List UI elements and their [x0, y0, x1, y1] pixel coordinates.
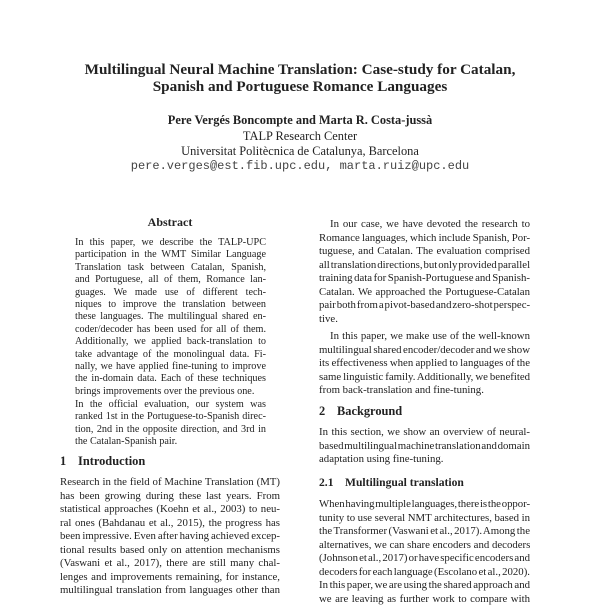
- text-line: adaptation using fine-tuning.: [319, 453, 530, 467]
- text-line: alternatives, we can share encoders and decoders: [319, 539, 530, 553]
- text-line: these languages. The multilingual shared en-: [75, 311, 266, 323]
- text-line: the in-domain data. Each of these techniques: [75, 373, 266, 385]
- section-heading-introduction: [60, 453, 145, 469]
- text-line: In this paper, we make use of the well-known: [319, 330, 530, 344]
- text-line: Catalan. We approached the Portuguese-Catalan: [319, 286, 530, 300]
- text-line: In this paper, we are using the shared approach and: [319, 579, 530, 593]
- text-line: the Transformer (Vaswani et al., 2017). Among the: [319, 525, 530, 539]
- text-line: guages. We made use of different tech-: [75, 287, 266, 299]
- text-line: brings improvements over the previous one.: [75, 386, 266, 398]
- text-line: training data for Spanish-Portuguese and Spanish-: [319, 272, 530, 286]
- text-line: Romance languages, which include Spanish, Por-: [319, 232, 530, 246]
- background-p1: [319, 426, 530, 467]
- text-line: tuguese, and Catalan. The evaluation comprised: [319, 245, 530, 259]
- right-p1: [319, 218, 530, 326]
- author-names: Pere Vergés Boncompte and Marta R. Costa-jussà: [0, 113, 600, 128]
- right-p2: [319, 330, 530, 398]
- abstract-p1: [75, 237, 266, 398]
- text-line: we are leaving as further work to compare with: [319, 593, 530, 606]
- author-emails: pere.verges@est.fib.upc.edu, marta.ruiz@upc.edu: [0, 159, 600, 173]
- text-line: based multilingual machine translation and domain: [319, 440, 530, 454]
- text-line: tunity to use several NMT architectures, based in: [319, 512, 530, 526]
- section-number: 2.1: [319, 475, 345, 491]
- text-line: tive.: [319, 313, 530, 327]
- text-line: participation in the WMT Similar Language: [75, 249, 266, 261]
- text-line: Additionally, we applied back-translation to: [75, 336, 266, 348]
- text-line: (Johnson et al., 2017) or have specific encoders and: [319, 552, 530, 566]
- section-title: Introduction: [78, 454, 145, 468]
- text-line: (Vaswani et al., 2017), there are still many chal-: [60, 557, 280, 571]
- text-line: been impressive. Even after having achieved excep-: [60, 530, 280, 544]
- section-number: 1: [60, 453, 78, 469]
- text-line: multilingual translation from languages other than: [60, 584, 280, 598]
- affiliation-center: TALP Research Center: [0, 129, 600, 144]
- section-title: Multilingual translation: [345, 476, 464, 489]
- paper-title-line-1: Multilingual Neural Machine Translation: Case-study for Catalan,: [0, 61, 600, 79]
- text-line: Research in the field of Machine Translation (MT): [60, 476, 280, 490]
- abstract-heading: Abstract: [0, 214, 340, 230]
- intro-p1: [60, 476, 280, 598]
- section-title: Background: [337, 404, 402, 418]
- text-line: In our case, we have devoted the research to: [319, 218, 530, 232]
- text-line: In the official evaluation, our system was: [75, 399, 266, 411]
- affiliation-university: Universitat Politècnica de Catalunya, Barcelona: [0, 144, 600, 159]
- text-line: statistical approaches (Koehn et al., 2003) to neu-: [60, 503, 280, 517]
- text-line: and Portuguese, all of them, Romance lan-: [75, 274, 266, 286]
- text-line: same linguistic family. Additionally, we benefited: [319, 371, 530, 385]
- text-line: pair both from a pivot-based and zero-shot perspec-: [319, 299, 530, 313]
- text-line: all translation directions, but only provided parallel: [319, 259, 530, 273]
- text-line: lenges and improvements remaining, for instance,: [60, 571, 280, 585]
- text-line: from back-translation and fine-tuning.: [319, 384, 530, 398]
- text-line: the Catalan-Spanish pair.: [75, 436, 266, 448]
- abstract-p2: [75, 399, 266, 449]
- text-line: When having multiple languages, there is the oppor-: [319, 498, 530, 512]
- text-line: nally, we have applied fine-tuning to improve: [75, 361, 266, 373]
- subsection-heading-multilingual: [319, 475, 464, 491]
- text-line: Translation task between Catalan, Spanish,: [75, 262, 266, 274]
- text-line: In this section, we show an overview of neural-: [319, 426, 530, 440]
- text-line: has been growing during these last years. From: [60, 490, 280, 504]
- text-line: ral ones (Bahdanau et al., 2015), the progress has: [60, 517, 280, 531]
- text-line: tion, 2nd in the opposite direction, and 3rd in: [75, 424, 266, 436]
- text-line: multilingual shared encoder/decoder and we show: [319, 344, 530, 358]
- text-line: take advantage of the monolingual data. Fi-: [75, 349, 266, 361]
- paper-title-line-2: Spanish and Portuguese Romance Languages: [0, 78, 600, 96]
- text-line: niques to improve the translation between: [75, 299, 266, 311]
- text-line: its effectiveness when applied to languages of the: [319, 357, 530, 371]
- section-number: 2: [319, 403, 337, 419]
- text-line: ranked 1st in the Portuguese-to-Spanish direc-: [75, 411, 266, 423]
- text-line: coder/decoder has been used for all of them.: [75, 324, 266, 336]
- text-line: In this paper, we describe the TALP-UPC: [75, 237, 266, 249]
- text-line: decoders for each language (Escolano et al., 2020).: [319, 566, 530, 580]
- text-line: tional results based only on attention mechanisms: [60, 544, 280, 558]
- section-heading-background: [319, 403, 402, 419]
- multilingual-p1: [319, 498, 530, 606]
